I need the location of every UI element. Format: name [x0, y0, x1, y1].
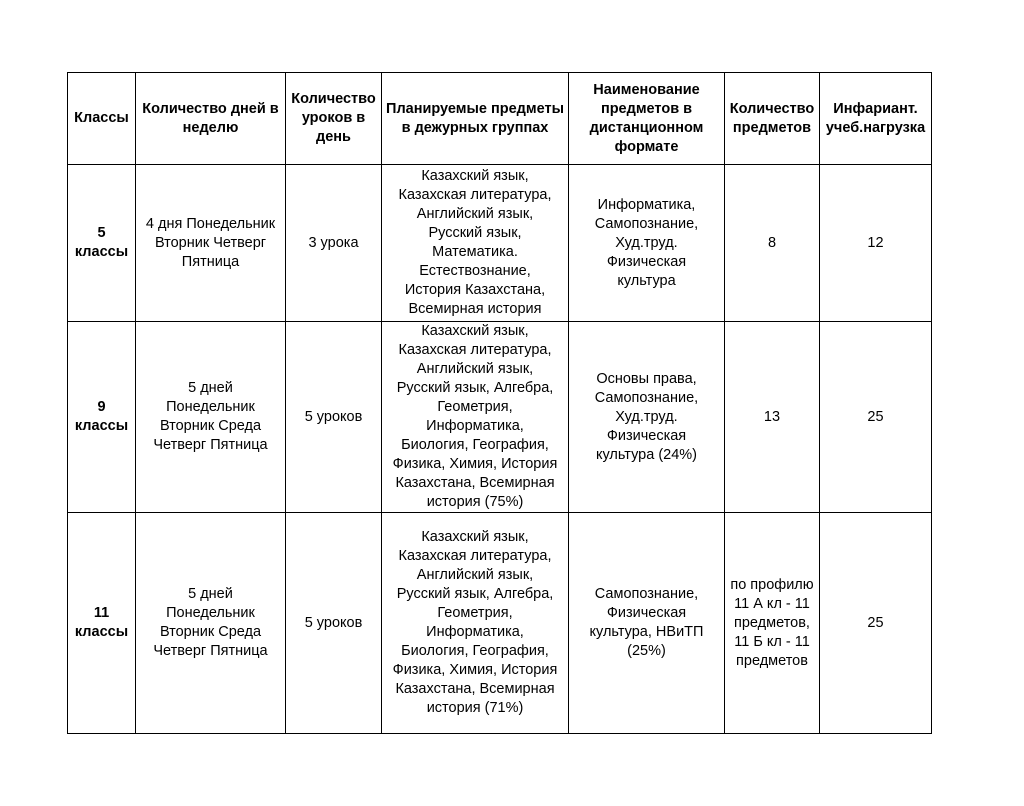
duty-subjects-cell: Казахский язык, Казахская литература, Английский язык, Русский язык, Математика. Естествознание, История Казахстана, Всемирная история [382, 165, 569, 322]
distance-subjects-cell: Информатика, Самопознание, Худ.труд. Физическая культура [569, 165, 725, 322]
lessons-cell: 5 уроков [286, 322, 382, 513]
table-row [68, 322, 932, 513]
days-cell: 5 дней Понедельник Вторник Среда Четверг Пятница [136, 513, 286, 734]
duty-subjects-cell: Казахский язык, Казахская литература, Английский язык, Русский язык, Алгебра, Геометрия, Информатика, Биология, География, Физика, Химия, История Казахстана, Всемирная история (75%) [382, 322, 569, 513]
header-classes: Классы [68, 73, 136, 165]
schedule-table [67, 72, 932, 734]
class-cell: 9 классы [68, 322, 136, 513]
lessons-cell: 3 урока [286, 165, 382, 322]
header-invariant-load: Инфариант. учеб.нагрузка [820, 73, 932, 165]
subject-count-cell: 13 [725, 322, 820, 513]
load-cell: 12 [820, 165, 932, 322]
class-cell: 5 классы [68, 165, 136, 322]
header-distance-subjects: Наименование предметов в дистанционном формате [569, 73, 725, 165]
table-row [68, 513, 932, 734]
distance-subjects-cell: Самопознание, Физическая культура, НВиТП (25%) [569, 513, 725, 734]
table-row [68, 165, 932, 322]
distance-subjects-cell: Основы права, Самопознание, Худ.труд. Физическая культура (24%) [569, 322, 725, 513]
header-lessons-per-day: Количество уроков в день [286, 73, 382, 165]
days-cell: 5 дней Понедельник Вторник Среда Четверг Пятница [136, 322, 286, 513]
lessons-cell: 5 уроков [286, 513, 382, 734]
load-cell: 25 [820, 513, 932, 734]
header-row [68, 73, 932, 165]
header-subject-count: Количество предметов [725, 73, 820, 165]
subject-count-cell: по профилю 11 А кл - 11 предметов, 11 Б кл - 11 предметов [725, 513, 820, 734]
header-days-per-week: Количество дней в неделю [136, 73, 286, 165]
subject-count-cell: 8 [725, 165, 820, 322]
days-cell: 4 дня Понедельник Вторник Четверг Пятница [136, 165, 286, 322]
load-cell: 25 [820, 322, 932, 513]
duty-subjects-cell: Казахский язык, Казахская литература, Английский язык, Русский язык, Алгебра, Геометрия, Информатика, Биология, География, Физика, Химия, История Казахстана, Всемирная история (71%) [382, 513, 569, 734]
class-cell: 11 классы [68, 513, 136, 734]
header-duty-group-subjects: Планируемые предметы в дежурных группах [382, 73, 569, 165]
